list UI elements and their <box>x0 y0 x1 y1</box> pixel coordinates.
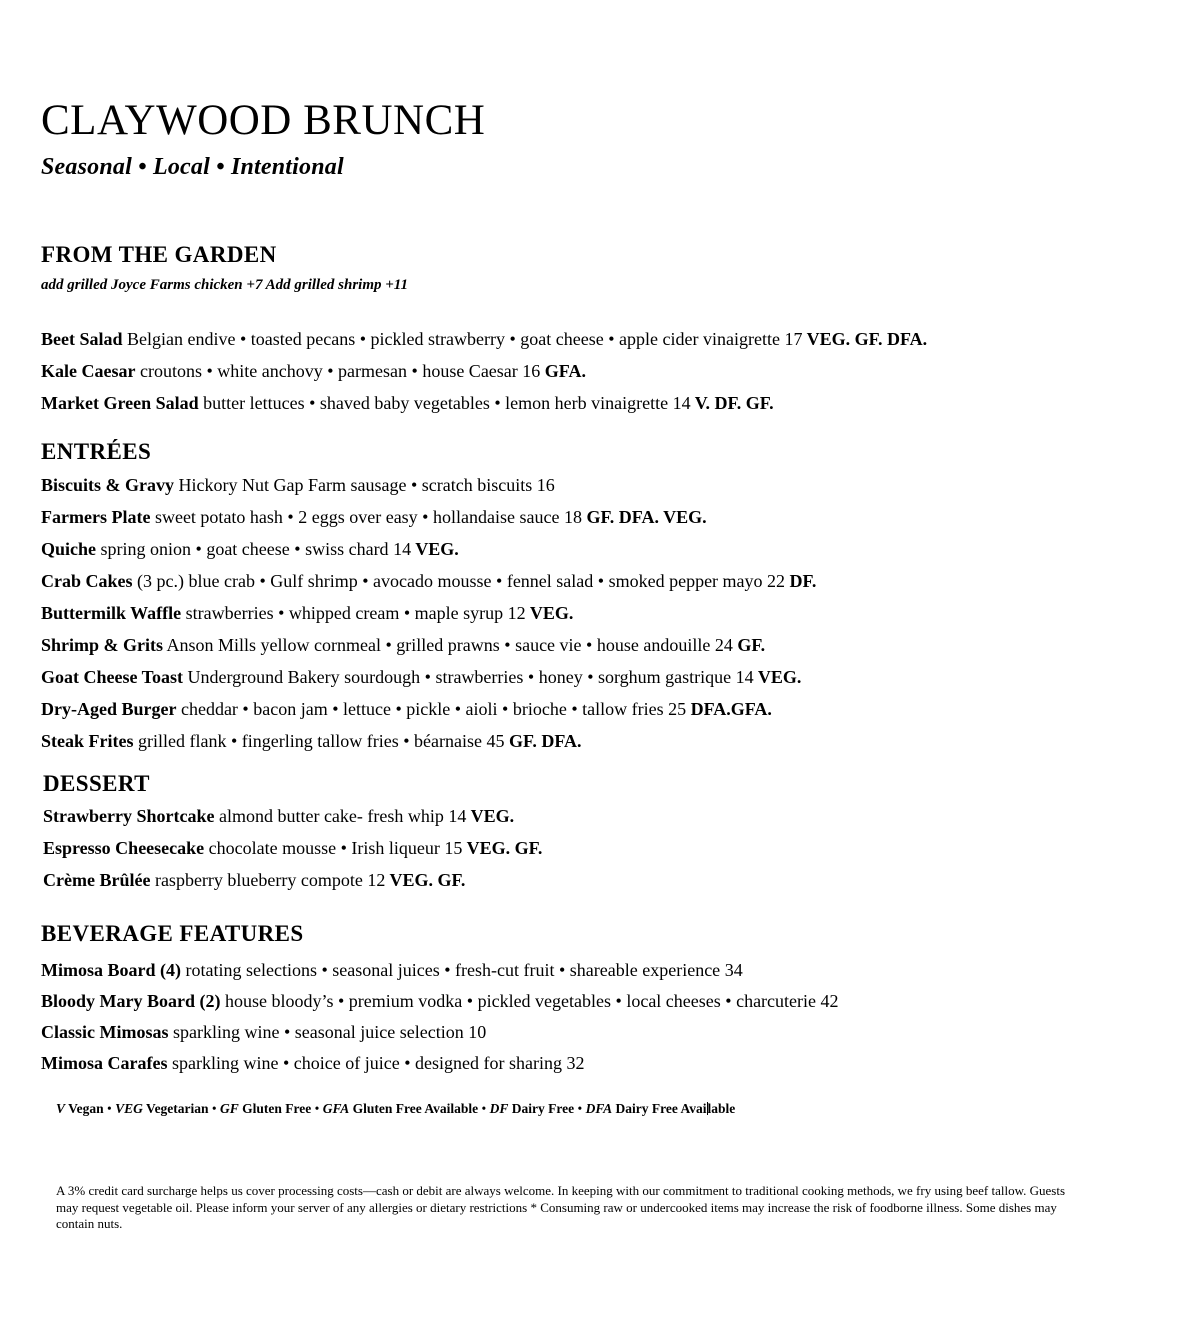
menu-item-name: Steak Frites <box>41 731 134 751</box>
menu-tagline: Seasonal • Local • Intentional <box>41 154 344 180</box>
menu-item <box>41 539 1151 559</box>
menu-item <box>41 667 1151 687</box>
menu-item <box>41 991 1151 1011</box>
menu-item-name: Buttermilk Waffle <box>41 603 182 623</box>
legend-term: Vegan <box>65 1101 104 1116</box>
menu-item-description: strawberries • whipped cream • maple syrup <box>181 603 508 623</box>
menu-item <box>41 475 1151 495</box>
legend-separator: • <box>478 1101 490 1116</box>
menu-item-price: 24 <box>714 635 733 655</box>
menu-item <box>41 603 1151 623</box>
menu-item-description: grilled flank • fingerling tallow fries • béarnaise <box>133 731 487 751</box>
legend-separator: • <box>311 1101 323 1116</box>
menu-item <box>43 806 1153 826</box>
menu-item-dietary-tags: VEG. <box>525 603 574 623</box>
legend-term: Dairy Free <box>508 1101 575 1116</box>
menu-item-price: 12 <box>367 870 386 890</box>
menu-item-description: sparkling wine • choice of juice • designed for sharing <box>167 1053 567 1073</box>
menu-item-price: 14 <box>448 806 467 826</box>
menu-item-description: rotating selections • seasonal juices • fresh-cut fruit • shareable experience <box>180 960 725 980</box>
menu-item-name: Shrimp & Grits <box>41 635 164 655</box>
menu-item-dietary-tags: GFA. <box>540 361 586 381</box>
menu-item-description: sparkling wine • seasonal juice selection <box>168 1022 469 1042</box>
menu-item-description: croutons • white anchovy • parmesan • house Caesar <box>135 361 523 381</box>
menu-item-name: Crème Brûlée <box>43 870 151 890</box>
menu-item-description: spring onion • goat cheese • swiss chard <box>96 539 394 559</box>
menu-item-name: Goat Cheese Toast <box>41 667 184 687</box>
legend-abbreviation: V <box>56 1101 66 1116</box>
menu-item-dietary-tags: GF. DFA. <box>504 731 582 751</box>
legend-term: Gluten Free Available <box>349 1101 479 1116</box>
menu-item <box>41 361 1151 381</box>
menu-item-list <box>41 475 1151 751</box>
menu-item-price: 14 <box>393 539 412 559</box>
menu-item-list <box>43 806 1153 890</box>
section-heading: BEVERAGE FEATURES <box>41 921 304 946</box>
menu-item-price: 16 <box>522 361 541 381</box>
menu-item <box>43 838 1153 858</box>
legend-term: Dairy Free Available <box>612 1101 736 1116</box>
menu-item-price: 14 <box>735 667 754 687</box>
menu-item-name: Dry-Aged Burger <box>41 699 177 719</box>
menu-item <box>41 1022 1151 1042</box>
menu-item-price: 18 <box>563 507 582 527</box>
menu-item-description: chocolate mousse • Irish liqueur <box>204 838 445 858</box>
menu-item-description: cheddar • bacon jam • lettuce • pickle • aioli • brioche • tallow fries <box>176 699 669 719</box>
menu-item-dietary-tags: GF. DFA. VEG. <box>581 507 707 527</box>
legend-term: Gluten Free <box>238 1101 312 1116</box>
legend-abbreviation: DFA <box>585 1101 613 1116</box>
menu-item-description: raspberry blueberry compote <box>150 870 368 890</box>
menu-item-list <box>41 329 1151 413</box>
menu-item-dietary-tags: VEG. GF. <box>462 838 543 858</box>
menu-item-price: 16 <box>536 475 555 495</box>
menu-item <box>41 731 1151 751</box>
menu-item-description: (3 pc.) blue crab • Gulf shrimp • avocado mousse • fennel salad • smoked pepper mayo <box>132 571 768 591</box>
legend-separator: • <box>208 1101 221 1116</box>
menu-item-name: Market Green Salad <box>41 393 199 413</box>
menu-item-name: Beet Salad <box>41 329 123 349</box>
menu-item-description: butter lettuces • shaved baby vegetables • lemon herb vinaigrette <box>198 393 673 413</box>
page-title: CLAYWOOD BRUNCH <box>41 97 486 144</box>
menu-item <box>41 635 1151 655</box>
menu-item-description: Underground Bakery sourdough • strawberries • honey • sorghum gastrique <box>183 667 736 687</box>
section-beverage-features <box>41 920 1151 1084</box>
menu-item <box>41 393 1151 413</box>
menu-item <box>41 507 1151 527</box>
menu-item-price: 45 <box>486 731 505 751</box>
menu-item-price: 42 <box>820 991 839 1011</box>
menu-item-description: Hickory Nut Gap Farm sausage • scratch biscuits <box>174 475 537 495</box>
legend-abbreviation: GF <box>220 1101 239 1116</box>
menu-item-dietary-tags: VEG. GF. DFA. <box>802 329 928 349</box>
dietary-legend <box>56 1100 735 1118</box>
legend-separator: • <box>103 1101 116 1116</box>
menu-item-name: Strawberry Shortcake <box>43 806 215 826</box>
menu-item-name: Mimosa Board (4) <box>41 960 181 980</box>
menu-item-price: 25 <box>668 699 687 719</box>
menu-item-dietary-tags: V. DF. GF. <box>690 393 774 413</box>
menu-item-dietary-tags: DFA.GFA. <box>686 699 772 719</box>
menu-item <box>41 699 1151 719</box>
menu-item-name: Bloody Mary Board (2) <box>41 991 221 1011</box>
menu-item-dietary-tags: GF. <box>732 635 766 655</box>
menu-item-dietary-tags: VEG. GF. <box>385 870 466 890</box>
menu-item-description: Anson Mills yellow cornmeal • grilled prawns • sauce vie • house andouille <box>163 635 715 655</box>
menu-item-description: almond butter cake- fresh whip <box>214 806 449 826</box>
menu-item-dietary-tags: VEG. <box>466 806 515 826</box>
menu-item <box>41 329 1151 349</box>
menu-item-price: 15 <box>444 838 463 858</box>
section-heading: ENTRÉES <box>41 439 152 464</box>
menu-item-dietary-tags: DF. <box>785 571 817 591</box>
menu-item-name: Crab Cakes <box>41 571 133 591</box>
menu-item-price: 34 <box>724 960 743 980</box>
section-dessert <box>43 770 1153 902</box>
menu-item <box>41 571 1151 591</box>
menu-item-name: Biscuits & Gravy <box>41 475 174 495</box>
section-from-the-garden <box>41 241 1151 425</box>
footer-disclaimer: A 3% credit card surcharge helps us cover processing costs—cash or debit are always welcome. In keeping with our commitment to traditional cooking methods, we fry using beef tallow. Guests may request vegetable oil. Please inform your server of any allergies or dietary restrictions * Consuming raw or undercooked items may increase the risk of foodborne illness. Some dishes may contain nuts. <box>56 1183 1066 1231</box>
menu-item-name: Farmers Plate <box>41 507 151 527</box>
menu-item-price: 17 <box>784 329 803 349</box>
menu-item-description: house bloody’s • premium vodka • pickled vegetables • local cheeses • charcuterie <box>220 991 821 1011</box>
legend-abbreviation: DF <box>489 1101 509 1116</box>
menu-item-description: sweet potato hash • 2 eggs over easy • hollandaise sauce <box>150 507 564 527</box>
menu-item <box>43 870 1153 890</box>
legend-term: Vegetarian <box>142 1101 209 1116</box>
menu-item-price: 12 <box>507 603 526 623</box>
legend-separator: • <box>574 1101 586 1116</box>
legend-abbreviation: VEG <box>115 1101 143 1116</box>
section-heading: FROM THE GARDEN <box>41 242 277 267</box>
section-note: add grilled Joyce Farms chicken +7 Add grilled shrimp +11 <box>41 277 408 293</box>
menu-item <box>41 960 1151 980</box>
menu-item-dietary-tags: VEG. <box>753 667 802 687</box>
menu-item-price: 10 <box>468 1022 487 1042</box>
menu-item-dietary-tags: VEG. <box>411 539 459 559</box>
menu-item-name: Espresso Cheesecake <box>43 838 205 858</box>
masthead <box>41 96 1091 182</box>
menu-item-name: Mimosa Carafes <box>41 1053 168 1073</box>
menu-item-name: Quiche <box>41 539 97 559</box>
legend-abbreviation: GFA <box>322 1101 350 1116</box>
section-entrees <box>41 438 1151 763</box>
section-heading: DESSERT <box>43 771 150 796</box>
menu-item-price: 14 <box>672 393 691 413</box>
menu-item <box>41 1053 1151 1073</box>
menu-item-name: Classic Mimosas <box>41 1022 169 1042</box>
menu-item-description: Belgian endive • toasted pecans • pickled strawberry • goat cheese • apple cider vinaigrette <box>122 329 785 349</box>
menu-item-price: 32 <box>566 1053 585 1073</box>
menu-item-name: Kale Caesar <box>41 361 136 381</box>
text-cursor <box>707 1102 708 1115</box>
menu-item-price: 22 <box>767 571 786 591</box>
menu-item-list <box>41 960 1151 1073</box>
